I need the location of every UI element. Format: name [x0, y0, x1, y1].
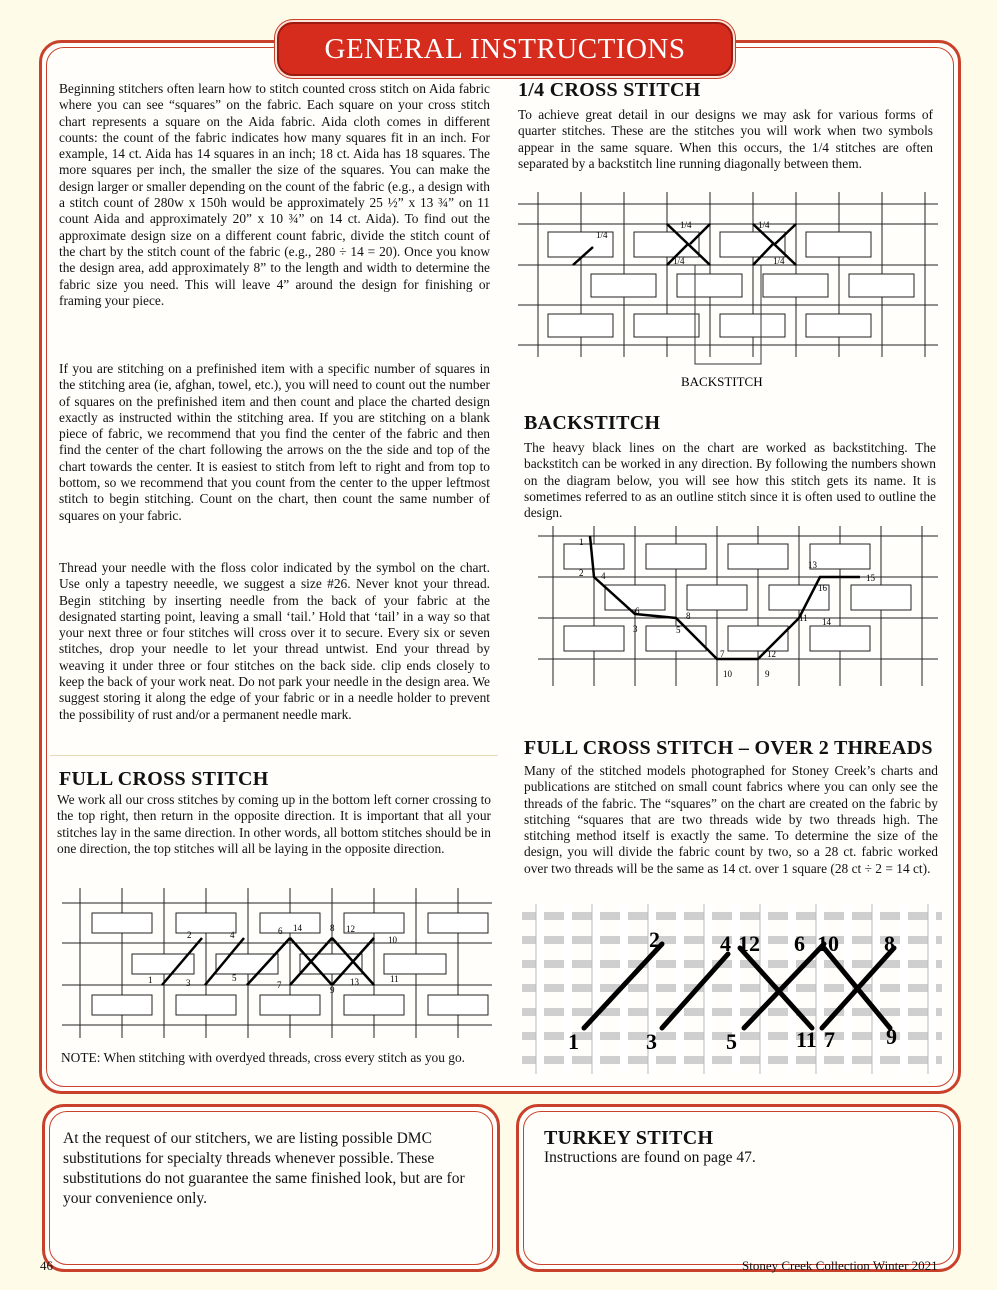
stitch-number: 4 [230, 930, 235, 940]
weave-grid [62, 888, 492, 1038]
quarter-stitch-text: To achieve great detail in our designs we may ask for various forms of quarter stitches. These are the stitches you will work when two symbols appear in the same square. When this occurs, the 1/4 stitches are often separated by a backstitch line running diagonally between them. [518, 107, 933, 171]
turkey-stitch-heading: TURKEY STITCH [544, 1127, 714, 1149]
quarter-fraction-label: 1/4 [673, 256, 685, 266]
stitch-number: 13 [350, 977, 359, 987]
intro-paragraph: Beginning stitchers often learn how to stitch counted cross stitch on Aida fabric where you can see “squares” on the fabric. Each square on your cross stitch chart represents a square on the Aida fabric. Aida cloth comes in different counts: the count of the fabric indicates how many squares fit in an inch. For example, 14 ct. Aida has 14 squares in an inch; 18 ct. Aida has 18 squares. The more squares per inch, the smaller the size of the squares. You can make the design larger or smaller depending on the count of the fabric (e.g., a design with a stitch count of 280w x 150h would be approximately 25 ½” x 13 ¾” on 11 count Aida and approximately 20” x 10 ¾” on 14 ct. Aida). To find out the approximate design size on a different count fabric, divide the stitch count of the chart by the stitch count of the fabric (e.g., 280 ÷ 14 = 20). Once you know the design area, add approximately 8” to the length and width to determine the fabric size you need. This will leave 4” around the design for finishing or framing your piece. [59, 81, 490, 308]
quarter-fraction-label: 1/4 [758, 220, 770, 230]
stitch-number: 8 [330, 923, 335, 933]
stitch-number: 8 [686, 611, 691, 621]
stitch-number: 12 [346, 924, 355, 934]
quarter-fraction-label: 1/4 [680, 220, 692, 230]
stitch-number: 7 [277, 980, 282, 990]
over-two-text: Many of the stitched models photographed for Stoney Creek’s charts and publications are stitched on small count fabrics where you can only see the threads of the fabric. The “squares” on the chart are created on the fabric by stitching “squares that are two threads wide by two threads high. The stitching method itself is exactly the same. To determine the size of the design, you will divide the fabric count by two, so a 28 ct. fabric worked over two threads will be the same as 14 ct. over 1 square (28 ct ÷ 2 = 14 ct). [524, 763, 938, 876]
stitch-number: 13 [808, 560, 817, 570]
over-two-diagram [522, 904, 942, 1074]
over-two-heading: FULL CROSS STITCH – OVER 2 THREADS [524, 737, 933, 759]
stitch-number: 2 [649, 927, 660, 952]
stitch-number: 8 [884, 931, 895, 956]
stitch-number: 3 [186, 978, 191, 988]
stitch-number: 16 [818, 583, 827, 593]
stitch-number: 11 [390, 974, 399, 984]
full-cross-text: We work all our cross stitches by coming up in the bottom left corner crossing to the top right, then return in the opposite direction. It is important that all your stitches lay in the same direction. In other words, all bottom stitches should be in one direction, the top stitches will all be laying in the opposite direction. [57, 792, 491, 856]
stitch-number: 1 [568, 1029, 579, 1054]
stitch-number: 10 [723, 669, 732, 679]
stitch-number: 6 [278, 926, 283, 936]
stitch-number: 14 [293, 923, 302, 933]
stitch-number: 15 [866, 573, 875, 583]
stitch-number: 9 [886, 1024, 897, 1049]
quarter-fraction-label: 1/4 [773, 256, 785, 266]
quarter-stitch-heading: 1/4 CROSS STITCH [518, 79, 701, 101]
stitch-number: 14 [822, 617, 831, 627]
quarter-stitch-diagram [518, 192, 938, 392]
backstitch-heading: BACKSTITCH [524, 412, 661, 434]
full-cross-diagram [62, 888, 492, 1038]
stitch-number: 12 [767, 649, 776, 659]
stitch-number: 6 [635, 606, 640, 616]
stitch-number: 3 [646, 1029, 657, 1054]
stitch-number: 5 [726, 1029, 737, 1054]
stitch-number: 11 [799, 613, 808, 623]
quarter-fraction-label: 1/4 [596, 230, 608, 240]
backstitch-caption: BACKSTITCH [681, 374, 763, 389]
stitch-number: 4 [601, 571, 606, 581]
page-title-banner: GENERAL INSTRUCTIONS [277, 22, 733, 76]
publication-credit: Stoney Creek Collection Winter 2021 [742, 1258, 938, 1273]
thread-needle-paragraph: Thread your needle with the floss color indicated by the symbol on the chart. Use only a tapestry neeedle, we suggest a size #26. Never knot your thread. Begin stitching by inserting needle from the back of your fabric at the designated starting point, leaving a small ‘tail.’ Hold that ‘tail’ in a way so that your next three or four stitches will cross over it to secure. Every six or seven stitches, drop your needle to let your thread untwist. End your thread by weaving it under three or four stitches on the back side. clip ends closely to keep the back of your work neat. Do not park your needle in the design area. We suggest storing it along the edge of your fabric or in a needle holder to prevent the possibility of rust and/or a permanent needle mark. [59, 560, 490, 722]
stitch-number: 9 [765, 669, 770, 679]
stitch-number: 4 [720, 931, 731, 956]
overdyed-note: NOTE: When stitching with overdyed threads, cross every stitch as you go. [61, 1050, 465, 1065]
stitch-number: 6 [794, 931, 805, 956]
stitch-number: 12 [738, 931, 760, 956]
stitch-number: 7 [720, 649, 725, 659]
stitch-number: 1 [579, 537, 584, 547]
backstitch-diagram [538, 526, 938, 686]
stitch-number: 2 [187, 930, 192, 940]
stitch-number: 2 [579, 568, 584, 578]
stitch-number: 9 [330, 985, 335, 995]
dmc-substitution-text: At the request of our stitchers, we are listing possible DMC substitutions for specialty threads whenever possible. These substitutions do not guarantee the same finished look, but are for your convenience only. [63, 1130, 465, 1207]
stitch-number: 10 [388, 935, 397, 945]
stitch-number: 11 [796, 1027, 817, 1052]
backstitch-text: The heavy black lines on the chart are worked as backstitching. The backstitch can be worked in any direction. By following the numbers shown on the diagram below, you will see how this stitch gets its name. It is sometimes referred to as an outline stitch since it is often used to outline the design. [524, 440, 936, 521]
section-divider [50, 755, 498, 756]
page-number: 46 [40, 1258, 53, 1273]
stitch-number: 10 [817, 931, 839, 956]
stitch-number: 5 [676, 625, 681, 635]
prefinished-paragraph: If you are stitching on a prefinished item with a specific number of squares in the stitching area (ie, afghan, towel, etc.), you will need to count out the number of squares on the prefinished item and then count and place the charted design exactly as instructed within the stitching area. If you are stitching on a blank piece of fabric, we recommend that you find the center of the fabric and then find the center of the chart following the arrows on the the side and top of the chart towards the center. It is easiest to stitch from left to right and from top to bottom, so we recommend that you count from the center to the upper leftmost stitch to begin stitching. Count on the chart, then count the same number of squares on your fabric. [59, 361, 490, 523]
stitch-number: 7 [824, 1027, 835, 1052]
turkey-stitch-text: Instructions are found on page 47. [544, 1149, 756, 1166]
stitch-number: 1 [148, 975, 153, 985]
full-cross-heading: FULL CROSS STITCH [59, 768, 269, 790]
stitch-number: 5 [232, 973, 237, 983]
stitch-number: 3 [633, 624, 638, 634]
